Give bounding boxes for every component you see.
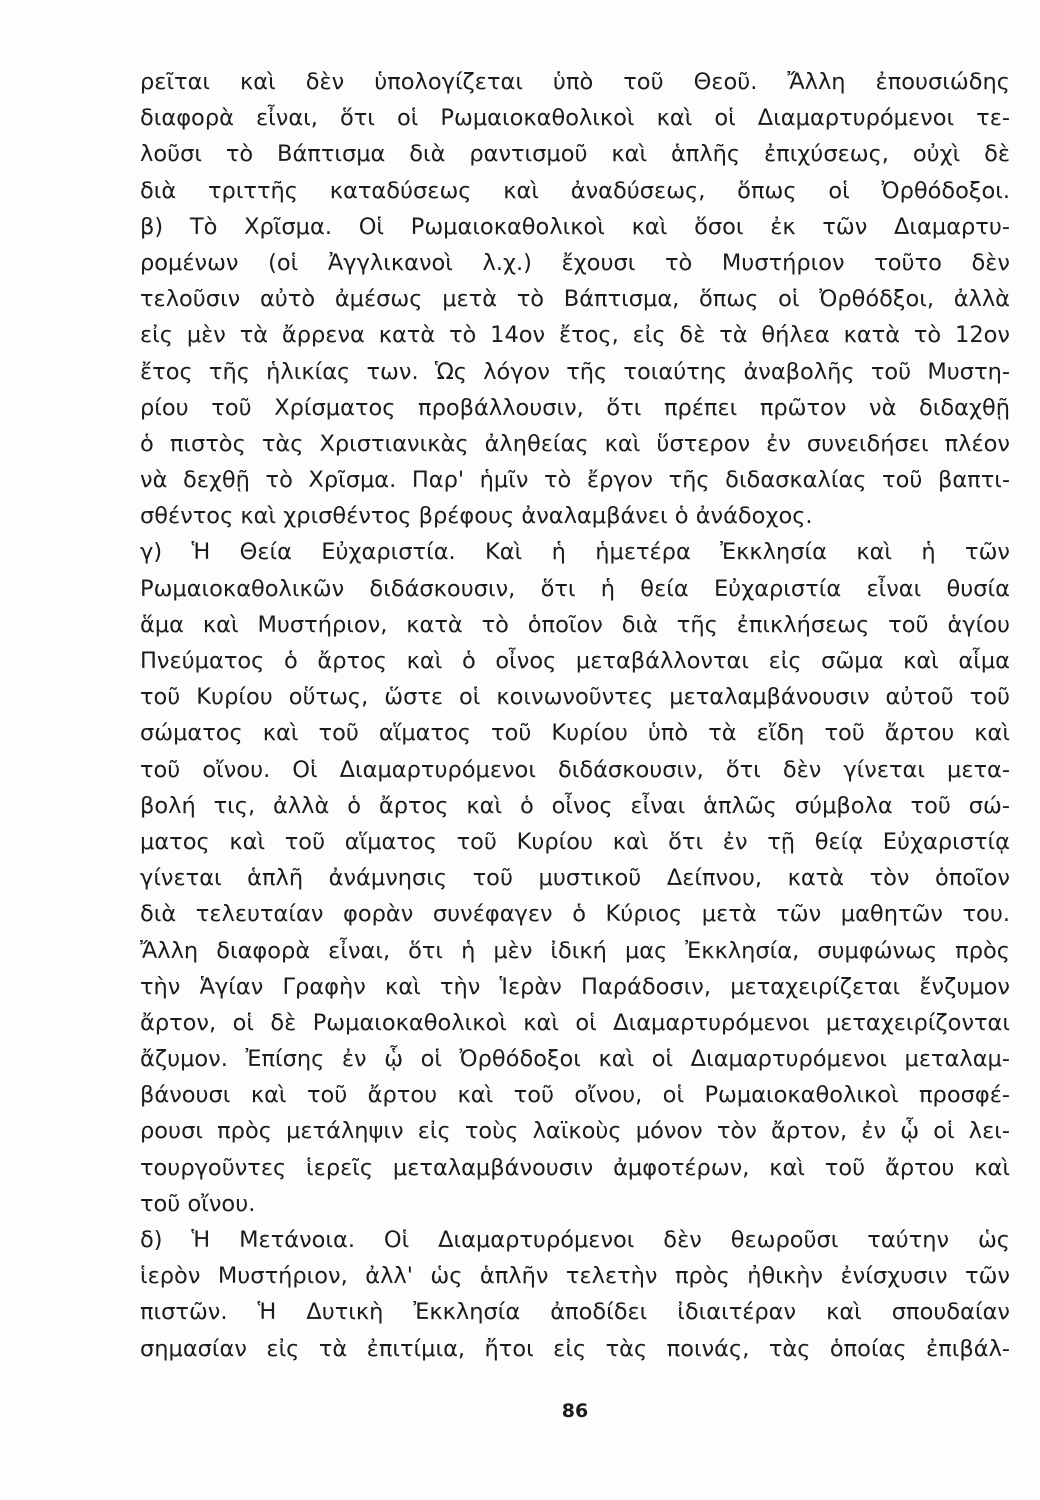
text-line-3: λοῦσι τὸ Βάπτισμα διὰ ραντισμοῦ καὶ ἁπλῆς ἐπιχύσεως, οὐχὶ δὲ <box>140 141 1010 168</box>
text-line-25: Ἄλλη διαφορὰ εἶναι, ὅτι ἡ μὲν ἰδική μας Ἐκκλησία, συμφώνως πρὸς <box>140 937 1010 964</box>
text-line-18: τοῦ Κυρίου οὕτως, ὥστε οἱ κοινωνοῦντες μεταλαμβάνουσιν αὐτοῦ τοῦ <box>140 684 1010 711</box>
text-line-2: διαφορὰ εἶναι, ὅτι οἱ Ρωμαιοκαθολικοὶ καὶ οἱ Διαμαρτυρόμενοι τε- <box>140 105 1010 132</box>
text-line-12: νὰ δεχθῇ τὸ Χρῖσμα. Παρ' ἡμῖν τὸ ἔργον τῆς διδασκαλίας τοῦ βαπτι- <box>140 467 1010 494</box>
text-line-1: ρεῖται καὶ δὲν ὑπολογίζεται ὑπὸ τοῦ Θεοῦ. Ἄλλη ἐπουσιώδης <box>140 69 1010 95</box>
text-line-20: τοῦ οἴνου. Οἱ Διαμαρτυρόμενοι διδάσκουσιν, ὅτι δὲν γίνεται μετα- <box>140 756 1010 783</box>
text-line-28: ἄζυμον. Ἐπίσης ἐν ᾧ οἱ Ὀρθόδοξοι καὶ οἱ Διαμαρτυρόμενοι μεταλαμ- <box>140 1046 1010 1073</box>
text-line-22: ματος καὶ τοῦ αἵματος τοῦ Κυρίου καὶ ὅτι ἐν τῇ θείᾳ Εὐχαριστίᾳ <box>140 828 1010 855</box>
text-line-8: εἰς μὲν τὰ ἄρρενα κατὰ τὸ 14ον ἔτος, εἰς δὲ τὰ θήλεα κατὰ τὸ 12ον <box>140 322 1010 349</box>
text-line-9: ἔτος τῆς ἡλικίας των. Ὡς λόγον τῆς τοιαύτης ἀναβολῆς τοῦ Μυστη- <box>140 358 1010 385</box>
page-number: 86 <box>561 1400 589 1422</box>
body-text <box>140 64 1010 1367</box>
text-line-15: Ρωμαιοκαθολικῶν διδάσκουσιν, ὅτι ἡ θεία Εὐχαριστία εἶναι θυσία <box>140 575 1010 602</box>
text-line-36: σημασίαν εἰς τὰ ἐπιτίμια, ἤτοι εἰς τὰς ποινάς, τὰς ὁποίας ἐπιβάλ- <box>140 1335 1010 1362</box>
text-line-24: διὰ τελευταίαν φορὰν συνέφαγεν ὁ Κύριος μετὰ τῶν μαθητῶν του. <box>140 901 1010 928</box>
text-line-27: ἄρτον, οἱ δὲ Ρωμαιοκαθολικοὶ καὶ οἱ Διαμαρτυρόμενοι μεταχειρίζονται <box>140 1009 1010 1036</box>
text-line-5: β) Τὸ Χρῖσμα. Οἱ Ρωμαιοκαθολικοὶ καὶ ὅσοι ἐκ τῶν Διαμαρτυ- <box>140 213 1010 240</box>
text-line-19: σώματος καὶ τοῦ αἵματος τοῦ Κυρίου ὑπὸ τὰ εἴδη τοῦ ἄρτου καὶ <box>140 720 1010 747</box>
text-line-14: γ) Ἡ Θεία Εὐχαριστία. Καὶ ἡ ἡμετέρα Ἐκκλησία καὶ ἡ τῶν <box>140 539 1010 566</box>
text-line-7: τελοῦσιν αὐτὸ ἀμέσως μετὰ τὸ Βάπτισμα, ὅπως οἱ Ὀρθόδξοι, ἀλλὰ <box>140 286 1010 313</box>
text-line-10: ρίου τοῦ Χρίσματος προβάλλουσιν, ὅτι πρέπει πρῶτον νὰ διδαχθῇ <box>140 394 1010 421</box>
text-line-34: ἱερὸν Μυστήριον, ἀλλ' ὡς ἁπλῆν τελετὴν πρὸς ἠθικὴν ἐνίσχυσιν τῶν <box>140 1263 1010 1290</box>
text-line-26: τὴν Ἁγίαν Γραφὴν καὶ τὴν Ἱερὰν Παράδοσιν, μεταχειρίζεται ἔνζυμον <box>140 973 1010 1000</box>
text-line-6: ρομένων (οἱ Ἀγγλικανοὶ λ.χ.) ἔχουσι τὸ Μυστήριον τοῦτο δὲν <box>140 249 1010 276</box>
text-line-23: γίνεται ἁπλῆ ἀνάμνησις τοῦ μυστικοῦ Δείπνου, κατὰ τὸν ὁποῖον <box>140 865 1010 892</box>
text-line-29: βάνουσι καὶ τοῦ ἄρτου καὶ τοῦ οἴνου, οἱ Ρωμαιοκαθολικοὶ προσφέ- <box>140 1082 1010 1109</box>
text-line-4: διὰ τριττῆς καταδύσεως καὶ ἀναδύσεως, ὅπως οἱ Ὀρθόδοξοι. <box>140 177 1010 204</box>
text-line-11: ὁ πιστὸς τὰς Χριστιανικὰς ἀληθείας καὶ ὕστερον ἐν συνειδήσει πλέον <box>140 430 1010 457</box>
text-line-21: βολή τις, ἀλλὰ ὁ ἄρτος καὶ ὁ οἶνος εἶναι ἁπλῶς σύμβολα τοῦ σώ- <box>140 792 1010 819</box>
text-line-30: ρουσι πρὸς μετάληψιν εἰς τοὺς λαϊκοὺς μόνον τὸν ἄρτον, ἐν ᾧ οἱ λει- <box>140 1118 1010 1145</box>
text-line-17: Πνεύματος ὁ ἄρτος καὶ ὁ οἶνος μεταβάλλονται εἰς σῶμα καὶ αἷμα <box>140 648 1010 674</box>
text-line-16: ἅμα καὶ Μυστήριον, κατὰ τὸ ὁποῖον διὰ τῆς ἐπικλήσεως τοῦ ἁγίου <box>140 611 1010 638</box>
text-line-35: πιστῶν. Ἡ Δυτικὴ Ἐκκλησία ἀποδίδει ἰδιαιτέραν καὶ σπουδαίαν <box>140 1299 1010 1326</box>
text-line-32: τοῦ οἴνου. <box>140 1190 256 1217</box>
text-line-13: σθέντος καὶ χρισθέντος βρέφους ἀναλαμβάνει ὁ ἀνάδοχος. <box>140 503 813 530</box>
text-line-31: τουργοῦντες ἱερεῖς μεταλαμβάνουσιν ἀμφοτέρων, καὶ τοῦ ἄρτου καὶ <box>140 1154 1010 1181</box>
text-line-33: δ) Ἡ Μετάνοια. Οἱ Διαμαρτυρόμενοι δὲν θεωροῦσι ταύτην ὡς <box>140 1227 1010 1253</box>
